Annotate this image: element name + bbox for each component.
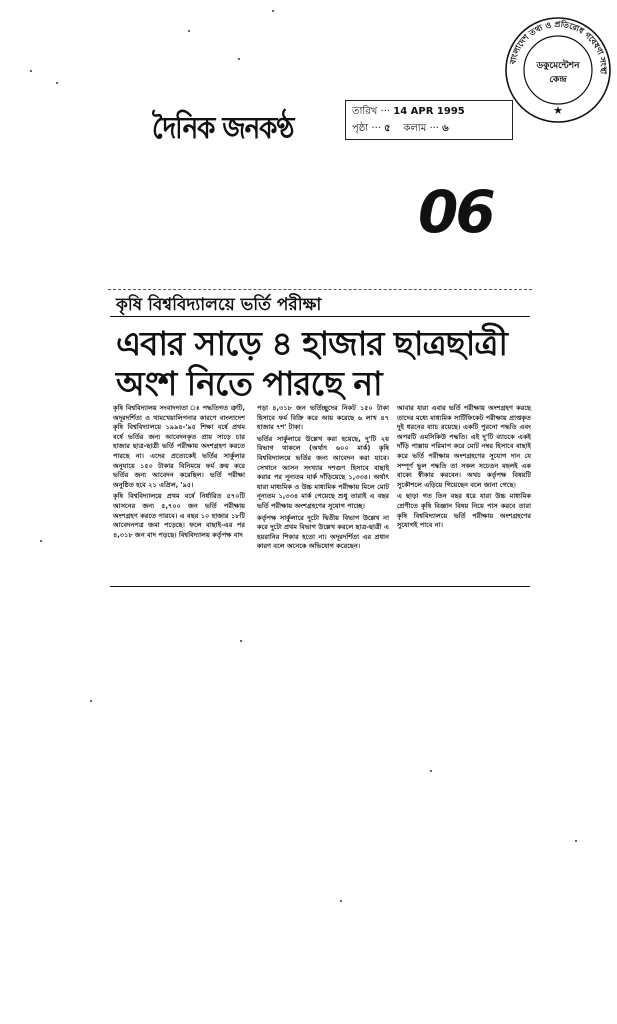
noise-speck bbox=[575, 840, 577, 842]
article-paragraph: কর্তৃপক্ষ সার্কুলারে দুটো দ্বিতীয় বিভাগ উল্লেখ না করে দুটো প্রথম বিভাগ উল্লেখ করলে ছাত্র-ছাত্রী এ হয়রানির শিকার হতো না। অদূরদর্শিতা এর প্রধান কারণ বলে অনেকে অভিযোগ করেছেন। bbox=[257, 513, 389, 551]
article-column-3 bbox=[397, 404, 531, 533]
stamp-date-value: 14 APR 1995 bbox=[393, 106, 465, 117]
article-paragraph: আবার যারা এবার ভর্তি পরীক্ষায় অংশগ্রহণ করছে তাদের মধ্যে মাধ্যমিক সার্টিফিকেট পরীক্ষায় প্রাপ্তকৃত দুই ধরনের ব্যাচ রয়েছে। একটি পুরনো পদ্ধতি এবং অপরটি এমসিকিউ পদ্ধতি। এই দু'টি ব্যাচকে একই দাঁড়ি পাল্লায় পরিমাপ করে মোট নম্বর হিসাবে বাছাই করে ভর্তি পরীক্ষায় অংশগ্রহণের সুযোগ দান যে সম্পূর্ণ ভুল পদ্ধতি তা সকল সচেতন মহলই এক বাক্যে স্বীকার করবেন। অথচ কর্তৃপক্ষ বিষয়টি সুকৌশলে এড়িয়ে গিয়েছেন বলে জানা গেছে। bbox=[397, 404, 531, 489]
seal-star-icon: ★ bbox=[553, 104, 563, 117]
article-column-1 bbox=[113, 404, 245, 542]
article-paragraph: ভর্তির সার্কুলারে উল্লেখ করা হয়েছে, দু'টি ২য় বিভাগ থাকলে (অর্থাৎ ৬০০ মার্ক) কৃষি বিশ্ববিদ্যালয়ে ভর্তির জন্য আবেদন করা যাবে। সেখানে আসন সংখ্যার দশগুণ হিসাবে বাছাই করার পর নূন্যতম মার্ক দাঁড়িয়েছে ১,৩৩৪। অর্থাৎ যারা মাধ্যমিক ও উচ্চ মাধ্যমিক পরীক্ষায় মিলে মোট নূন্যতম ১,৩৩৪ মার্ক পেয়েছে শুধু তারাই এ বছর ভর্তি পরীক্ষায় অংশগ্রহণের সুযোগ পাচ্ছে। bbox=[257, 434, 389, 510]
noise-speck bbox=[188, 30, 190, 32]
headline-line-2: অংশ নিতে পারছে না bbox=[116, 364, 382, 403]
noise-speck bbox=[430, 770, 432, 772]
stamp-date-label: তারিখ bbox=[352, 106, 378, 117]
stamp-page-row: পৃষ্ঠা ··· ৫ কলাম ··· ৬ bbox=[352, 123, 449, 134]
article-paragraph: কৃষি বিশ্ববিদ্যালয় সংবাদদাতা ঃ পদ্ধতিগত ত্রুটি, অদূরদর্শিতা ও খামখেয়ালিপনার কারণে বাংলাদেশ কৃষি বিশ্ববিদ্যালয়ে ১৯৯৪-'৯৫ শিক্ষা বর্ষে প্রথম বর্ষে ভর্তির জন্য আবেদনকৃত প্রায় সাড়ে চার হাজার ছাত্র-ছাত্রী ভর্তি পরীক্ষায় অংশগ্রহণ করতে পারছে না। এদের প্রত্যেকেই ভর্তির সার্কুলার অনুযায়ে ১৫০ টাকার বিনিময়ে ফর্ম ক্রয় করে ভর্তির জন্য আবেদন করেছিল। ভর্তি পরীক্ষা অনুষ্ঠিত হবে ২১ এপ্রিল, '৯৫। bbox=[113, 404, 245, 489]
noise-speck bbox=[40, 540, 42, 542]
noise-speck bbox=[56, 82, 58, 84]
headline-rule bbox=[110, 316, 530, 317]
headline-line-1: এবার সাড়ে ৪ হাজার ছাত্রছাত্রী bbox=[116, 324, 507, 363]
noise-speck bbox=[238, 58, 240, 60]
noise-speck bbox=[90, 700, 92, 702]
article-column-2 bbox=[257, 404, 389, 554]
documentation-seal bbox=[502, 12, 614, 128]
stamp-page-label: পৃষ্ঠা bbox=[352, 123, 369, 134]
article-kicker: কৃষি বিশ্ববিদ্যালয়ে ভর্তি পরীক্ষা bbox=[116, 295, 322, 315]
stamp-column-label: কলাম bbox=[403, 123, 427, 134]
clipping-bottom-rule bbox=[110, 586, 530, 587]
stamp-column-value: ৬ bbox=[442, 123, 449, 134]
noise-speck bbox=[272, 10, 274, 12]
article-paragraph: এ ছাড়া গত তিন বছর ধরে যারা উচ্চ মাধ্যমিক শ্রেণীতে কৃষি বিজ্ঞান বিষয় নিয়ে পাস করবে তারা কৃষি বিশ্ববিদ্যালয়ে ভর্তি পরীক্ষায় অংশগ্রহণের সুযোগই পাবে না। bbox=[397, 492, 531, 530]
article-paragraph: পড়া ৪,৩১৮ জন ভর্তিচ্ছুদের নিকট ১৫০ টাকা হিসাবে ফর্ম বিক্রি করে আয় করেছে ৬ লাখ ৪৭ হাজার ৭শ' টাকা। bbox=[257, 404, 389, 432]
noise-speck bbox=[340, 900, 342, 902]
newspaper-masthead: দৈনিক জনকণ্ঠ bbox=[152, 111, 294, 147]
seal-center-text-2: কেন্দ্র bbox=[549, 75, 567, 85]
noise-speck bbox=[30, 70, 32, 72]
date-stamp bbox=[345, 100, 513, 140]
article-paragraph: কৃষি বিশ্ববিদ্যালয়ে প্রথম বর্ষে নির্ধারিত ৫৭০টি আসনের জন্য ৫,৭০০ জন ভর্তি পরীক্ষায় অংশগ্রহণ করতে পারবে। এ বছর ১০ হাজার ১৮টি আবেদনপত্র জমা পড়েছে। ফলে বাছাই-এর পর ৪,৩১৮ জন বাদ পড়ছে। বিশ্ববিদ্যালয় কর্তৃপক্ষ বাদ bbox=[113, 492, 245, 539]
noise-speck bbox=[240, 640, 242, 642]
page-number: 06 bbox=[418, 178, 493, 246]
seal-center-text-1: ডকুমেন্টেশন bbox=[536, 61, 580, 71]
stamp-page-value: ৫ bbox=[384, 123, 391, 134]
stamp-date-row: তারিখ ··· 14 APR 1995 bbox=[352, 106, 465, 117]
seal-ring-text: বাংলাদেশ তথ্য ও প্রতিরোধ গবেষণা সংস্থা bbox=[508, 19, 609, 75]
